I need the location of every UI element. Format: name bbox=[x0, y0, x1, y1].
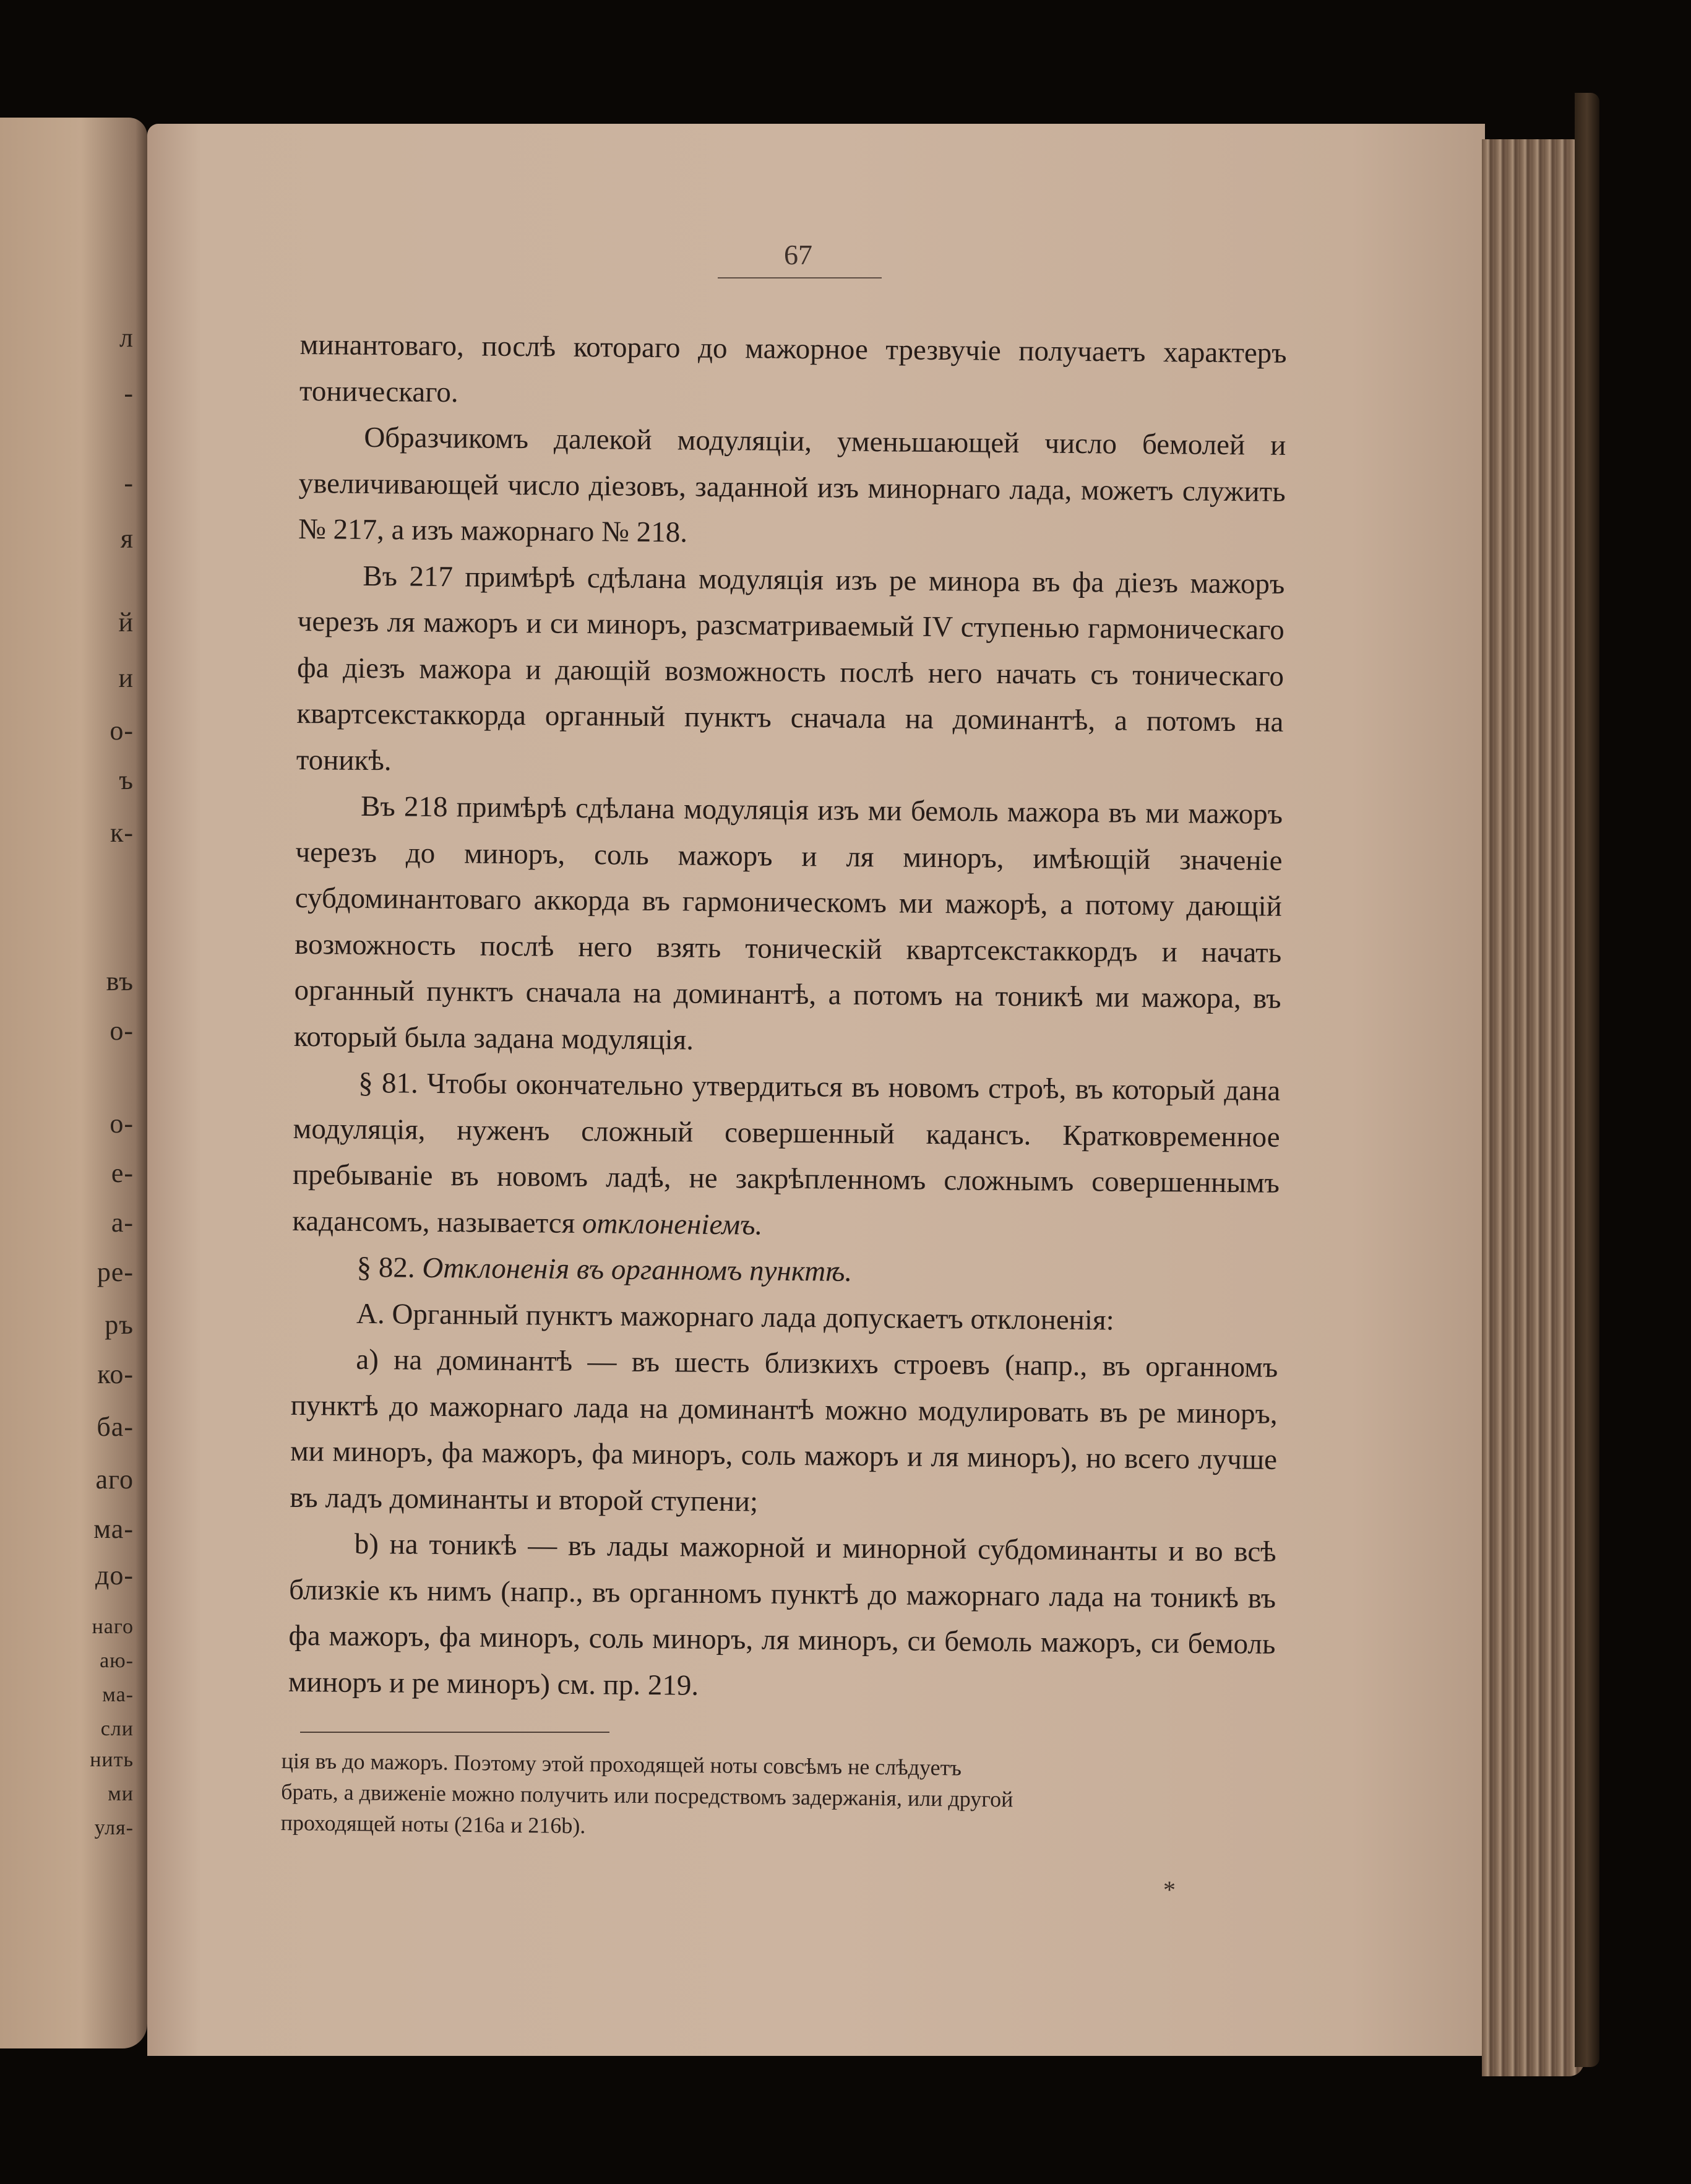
footnote-line: брать, а движеніе можно получить или посредствомъ задержанія, или другой bbox=[281, 1779, 1013, 1812]
paragraph-item-b: b) на тоникѣ — въ лады мажорной и минорной субдоминанты и во всѣ близкіе къ нимъ (напр., въ органномъ пунктѣ до мажорнаго лада на тоникѣ въ фа мажоръ, фа миноръ, соль миноръ, ля миноръ, си бемоль мажоръ, си бемоль миноръ и ре миноръ) см. пр. 219. bbox=[288, 1527, 1276, 1702]
heading-section-82 bbox=[291, 1244, 1279, 1298]
left-page bbox=[0, 118, 147, 2048]
left-page-fragment: а- bbox=[111, 1207, 134, 1238]
left-page-fragment: ко- bbox=[97, 1359, 134, 1389]
section-82-title: Отклоненія въ органномъ пунктѣ. bbox=[422, 1251, 853, 1288]
paragraph-section-81 bbox=[292, 1060, 1281, 1253]
left-page-fragment: о- bbox=[110, 715, 134, 746]
left-page-fragment: и bbox=[118, 663, 134, 693]
left-page-fragment: ба- bbox=[97, 1412, 134, 1442]
term-deviation: отклоненіемъ. bbox=[582, 1207, 763, 1241]
left-page-fragment: ми bbox=[108, 1782, 134, 1805]
left-page-fragment: я bbox=[120, 524, 134, 554]
footnote bbox=[280, 1745, 1271, 1849]
left-page-fragment: о- bbox=[110, 1016, 134, 1046]
left-page-fragment: о- bbox=[110, 1108, 134, 1139]
left-page-fragment: аю- bbox=[100, 1649, 134, 1672]
page-body bbox=[288, 322, 1286, 1714]
left-page-fragment: - bbox=[124, 468, 134, 498]
left-page-fragment: нить bbox=[90, 1748, 134, 1771]
left-page-fragment: до- bbox=[95, 1560, 134, 1591]
section-82-number: § 82. bbox=[356, 1251, 415, 1284]
paragraph-item-a: a) на доминантѣ — въ шесть близкихъ строевъ (напр., въ органномъ пунктѣ до мажорнаго лада на доминантѣ можно модулировать въ ре миноръ, ми миноръ, фа мажоръ, фа миноръ, соль мажоръ и ля миноръ), но всего лучше въ ладъ доминанты и второй ступени; bbox=[290, 1343, 1278, 1518]
header-rule bbox=[718, 277, 882, 278]
paragraph-organ-point-a: A. Органный пунктъ мажорнаго лада допускаетъ отклоненія: bbox=[356, 1297, 1114, 1337]
left-page-fragment: сли bbox=[100, 1717, 134, 1740]
left-page-fragment: аго bbox=[95, 1464, 134, 1495]
left-page-fragment: ма- bbox=[102, 1683, 134, 1706]
section-81-text: § 81. Чтобы окончательно утвердиться въ новомъ строѣ, въ который дана модуляція, нуженъ сложный совершенный кадансъ. Кратковременное пребываніе въ новомъ ладѣ, не закрѣпленномъ сложнымъ совершеннымъ кадансомъ, называется bbox=[292, 1066, 1281, 1240]
left-page-fragment: ъ bbox=[119, 765, 134, 795]
footnote-line: проходящей ноты (216a и 216b). bbox=[280, 1810, 586, 1839]
left-page-fragment: й bbox=[118, 607, 134, 637]
left-page-fragment: - bbox=[124, 378, 134, 408]
footnote-rule bbox=[300, 1732, 609, 1733]
left-page-fragment: л bbox=[119, 322, 134, 353]
paragraph-example-218: Въ 218 примѣрѣ сдѣлана модуляція изъ ми бемоль мажора въ ми мажоръ черезъ до миноръ, соль мажоръ и ля миноръ, имѣющій значеніе субдоминантоваго аккорда въ гармоническомъ ми мажорѣ, а потому дающій возможность послѣ него взять тоническій квартсекстаккордъ и начать органный пунктъ сначала на доминантѣ, а потомъ на тоникѣ ми мажора, въ который была задана модуляція. bbox=[293, 790, 1283, 1056]
left-page-fragment: въ bbox=[106, 966, 134, 996]
left-page-fragment: уля- bbox=[94, 1816, 134, 1839]
left-page-fragment: ръ bbox=[105, 1310, 134, 1340]
page-edges bbox=[1482, 139, 1584, 2076]
book-cover-edge bbox=[1575, 93, 1599, 2067]
left-page-fragment: е- bbox=[111, 1158, 134, 1188]
left-page-fragment: к- bbox=[110, 818, 134, 848]
paragraph-example-217: Въ 217 примѣрѣ сдѣлана модуляція изъ ре минора въ фа діезъ мажоръ черезъ ля мажоръ и си миноръ, разсматриваемый IV ступенью гармоническаго фа діезъ мажора и дающій возможность послѣ него начать съ тоническаго квартсекстаккорда органный пунктъ сначала на доминантѣ, а потомъ на тоникѣ. bbox=[296, 559, 1285, 777]
paragraph-continuation: минантоваго, послѣ котораго до мажорное трезвучіе получаетъ характеръ тоническаго. bbox=[299, 328, 1287, 408]
left-page-fragment: ре- bbox=[97, 1257, 134, 1287]
left-page-fragment: наго bbox=[92, 1615, 134, 1638]
paragraph-distant-modulation: Образчикомъ далекой модуляціи, уменьшающей число бемолей и увеличивающей число діезовъ, заданной изъ минорнаго лада, можетъ служить № 217, а изъ мажорнаго № 218. bbox=[298, 421, 1286, 549]
left-page-fragment: ма- bbox=[93, 1514, 134, 1544]
page-number: 67 bbox=[784, 239, 812, 270]
signature-mark: * bbox=[1163, 1876, 1176, 1904]
footnote-line: ція въ до мажоръ. Поэтому этой проходящей ноты совсѣмъ не слѣдуетъ bbox=[281, 1748, 962, 1780]
